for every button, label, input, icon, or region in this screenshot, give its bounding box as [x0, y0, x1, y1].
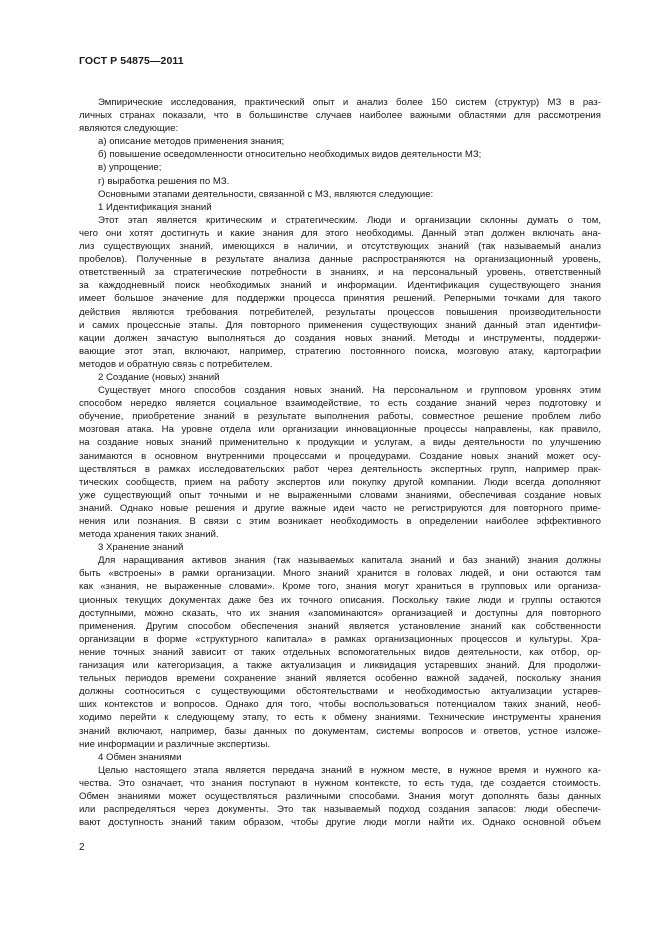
text-line: 3 Хранение знаний — [98, 542, 184, 554]
text-line: вают доступность знаний таким образом, чтобы другие люди могли найти их. Однако основной объем — [79, 817, 601, 829]
text-line: уже существующий опыт точными и не выраженными словами знаниями, обеспечивая создание новых — [79, 489, 601, 501]
text-line: Эмпирические исследования, практический опыт и анализ более 150 систем (структур) МЗ в раз- — [98, 97, 601, 108]
text-line: б) повышение осведомленности относительно необходимых видов деятельности МЗ; — [98, 149, 482, 161]
text-line: знаний. Однако новые решения и другие важные идеи часто не регистрируются для повторного приме- — [79, 502, 601, 514]
text-line: методов и обратную связь с потребителем. — [79, 358, 273, 370]
text-line: метода хранения таких знаний. — [79, 529, 219, 541]
text-line: 1 Идентификация знаний — [98, 201, 212, 213]
page-number: 2 — [79, 842, 85, 853]
text-line: быть «встроены» в рамки организации. Много знаний хранится в головах людей, и они остаются там — [79, 568, 601, 580]
text-line: нение точных знаний зависит от таких отдельных вспомогательных видов деятельности, как отбор, ор- — [79, 646, 601, 658]
text-line: тических сообществ, прием на работу экспертов или покупку другой компании. Люди всегда дополняют — [79, 476, 601, 488]
text-line: г) выработка решения по МЗ. — [98, 175, 230, 187]
text-line: 2 Создание (новых) знаний — [98, 371, 220, 383]
text-line: доступными, можно сказать, что их знания «запоминаются» организацией и доступны для повторного — [79, 607, 601, 619]
text-line: ние информации и различные экспертизы. — [79, 738, 271, 750]
text-line: на создание новых знаний применительно к продукции и услугам, а виды деятельности по улучшению — [79, 437, 601, 449]
text-line: чества. Это означает, что знания поступают в нужном контексте, то есть туда, где создается стоимость. — [79, 777, 601, 789]
text-line: обучение, приобретение знаний в результате выполнения работы, совместное решение проблем либо — [79, 411, 601, 423]
text-line: применения. Другим способом обеспечения знаний является установление знаний как собственности — [79, 620, 601, 632]
text-line: Существует много способов создания новых знаний. На персональном и групповом уровнях этим — [98, 385, 601, 397]
text-line: кации должен зачастую выполняться до создания новых знаний. Методы и инструменты, поддержи- — [79, 332, 601, 344]
text-line: тельных периодов времени сохранение знаний является особенно важной задачей, поскольку знания — [79, 673, 601, 685]
text-line: мозговая атака. На уровне отдела или организации инновационные процессы направлены, как правило, — [79, 424, 601, 436]
text-line: ционных текущих документах даже без их точного описания. Поскольку такие люди и группы остаются — [79, 594, 601, 606]
text-line: Основными этапами деятельности, связанной с МЗ, являются следующие: — [98, 188, 434, 200]
text-line: вающие этот этап, включают, например, стратегию постоянного поиска, мозговую атаку, картографии — [79, 345, 601, 357]
text-line: способом нередко является социальное взаимодействие, то есть создание знаний через подготовку и — [79, 398, 601, 410]
text-line: 4 Обмен знаниями — [98, 751, 182, 763]
text-line: должны соотноситься с существующими обстоятельствами и необходимостью актуализации устарев- — [79, 686, 601, 698]
text-line: и самих процессные этапы. Для повторного применения существующих знаний данный этап идентифи- — [79, 319, 601, 331]
standard-code: ГОСТ Р 54875—2011 — [79, 55, 184, 67]
text-line: Этот этап является критическим и стратегическим. Люди и организации склонны думать о том, — [98, 214, 601, 226]
text-line: ходимо перейти к следующему этапу, то есть к обмену знаниями. Технические инструменты хранения — [79, 712, 601, 724]
text-line: а) описание методов применения знания; — [98, 136, 285, 148]
text-line: организации в форме «структурного капитала» в рамках организационных процессов и культуры. Хра- — [79, 633, 601, 645]
text-line: действия являются требования потребителей, результаты процессов повышения производительности — [79, 306, 601, 318]
text-line: ших контекстов и вопросов. Однако для того, чтобы воспользоваться потенциалом таких знаний, необ- — [79, 699, 601, 711]
text-line: чего они хотят достигнуть и какие знания для этого необходимы. Данный этап должен включать ана- — [79, 227, 601, 239]
text-line: нения или познания. В связи с этим возникает необходимость в определении наиболее эффективного — [79, 516, 601, 527]
text-line: знаний включают, например, базы данных по документам, системы вопросов и ответов, устное изложе- — [79, 725, 601, 737]
text-line: ганизация или категоризация, а также актуализация и ликвидация устаревших знаний. Для продолжи- — [79, 660, 601, 672]
text-line: занимаются в основном внутренними процессами и процедурами. Создание новых знаний может осу- — [79, 450, 601, 462]
text-line: как «знания, не выраженные словами». Кроме того, знания могут храниться в групповых или организа- — [79, 581, 601, 593]
text-line: в) упрощение; — [98, 162, 162, 174]
text-line: лиз существующих знаний, имеющихся в наличии, и отсутствующих знаний (так называемый анализ — [79, 241, 601, 253]
document-header — [79, 55, 184, 67]
text-line: Для наращивания активов знания (так называемых капитала знаний и баз знаний) знания должны — [98, 555, 601, 567]
text-line: или распределяться через документы. Это так называемый подход создания запасов: люди обеспечи- — [79, 804, 601, 816]
text-line: ответственный за стратегические потребности в знаниях, и на персональный уровень, ответственный — [79, 267, 601, 279]
text-line: личных странах показали, что в большинстве случаев наиболее важными областями для рассмотрения — [79, 110, 601, 122]
text-line: Обмен знаниями может осуществляться различными способами. Знания могут дополнять базы данных — [79, 790, 601, 802]
document-body — [79, 96, 601, 829]
text-line: имеет большое значение для поддержки процесса принятия решений. Реперными точками для такого — [79, 293, 601, 305]
text-line: являются следующие: — [79, 123, 179, 135]
text-line: пробелов). Полученные в результате анализа данные распространяются на организационный уровень, — [79, 254, 601, 266]
text-line: Целью настоящего этапа является передача знаний в нужном месте, в нужное время и нужного ка- — [98, 764, 601, 776]
text-line: за каждодневный поиск необходимых знаний и информации. Идентификация существующего знания — [79, 280, 601, 292]
text-line: ществляться в рамках исследовательских работ через деятельность экспертных групп, например прак- — [79, 463, 601, 475]
